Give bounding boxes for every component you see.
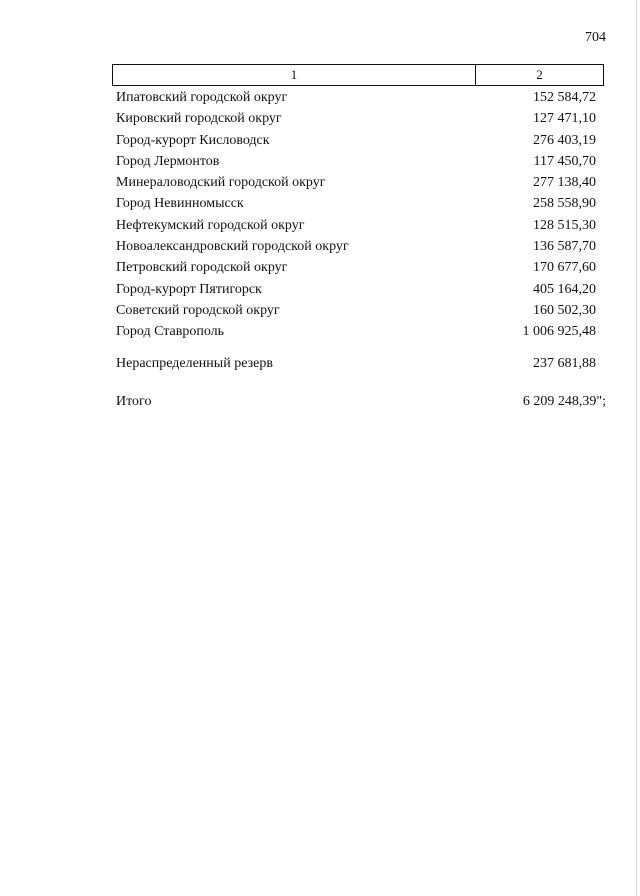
- table-row: [116, 236, 596, 257]
- scan-edge: [636, 0, 637, 896]
- row-name: Минераловодский городской округ: [116, 175, 326, 191]
- row-value: 127 471,10: [533, 111, 596, 127]
- table-row: [116, 321, 596, 342]
- row-name: Город Невинномысск: [116, 196, 244, 212]
- row-value: 152 584,72: [533, 90, 596, 105]
- total-row: [116, 391, 606, 412]
- row-name: Петровский городской округ: [116, 260, 288, 276]
- table-row: [116, 130, 596, 151]
- table-row: [116, 172, 596, 193]
- table-row: [116, 193, 596, 214]
- total-value: 6 209 248,39";: [522, 394, 606, 409]
- row-value: 160 502,30: [533, 302, 596, 318]
- row-name: Кировский городской округ: [116, 111, 282, 127]
- row-name: Город Ставрополь: [116, 324, 225, 340]
- table-row: [116, 257, 596, 278]
- row-name: Город-курорт Пятигорск: [116, 281, 262, 297]
- column-header-2: 2: [536, 67, 543, 82]
- row-value: 277 138,40: [533, 175, 596, 191]
- row-value: 258 558,90: [533, 196, 596, 212]
- row-value: 170 677,60: [533, 260, 596, 276]
- reserve-value: 237 681,88: [533, 356, 596, 371]
- reserve-row: [116, 353, 596, 374]
- row-value: 405 164,20: [533, 281, 596, 297]
- row-name: Нефтекумский городской округ: [116, 217, 305, 233]
- column-header-1: 1: [113, 65, 476, 85]
- row-name: Ипатовский городской округ: [116, 90, 288, 105]
- row-name: Город Лермонтов: [116, 153, 220, 169]
- row-value: 1 006 925,48: [522, 324, 596, 340]
- row-name: Новоалександровский городской округ: [116, 239, 349, 255]
- table-row: [116, 300, 596, 321]
- row-value: 276 403,19: [533, 132, 596, 148]
- row-value: 117 450,70: [533, 153, 596, 169]
- table-row: [116, 215, 596, 236]
- row-name: Советский городской округ: [116, 302, 280, 318]
- total-label: Итого: [116, 394, 152, 409]
- row-name: Город-курорт Кисловодск: [116, 132, 270, 148]
- table-body: [116, 87, 596, 343]
- row-value: 128 515,30: [533, 217, 596, 233]
- table-column-header: [112, 64, 604, 86]
- reserve-label: Нераспределенный резерв: [116, 356, 273, 371]
- table-row: [116, 279, 596, 300]
- table-row: [116, 87, 596, 108]
- page-number: 704: [585, 30, 606, 45]
- row-value: 136 587,70: [533, 239, 596, 255]
- table-row: [116, 151, 596, 172]
- table-row: [116, 108, 596, 129]
